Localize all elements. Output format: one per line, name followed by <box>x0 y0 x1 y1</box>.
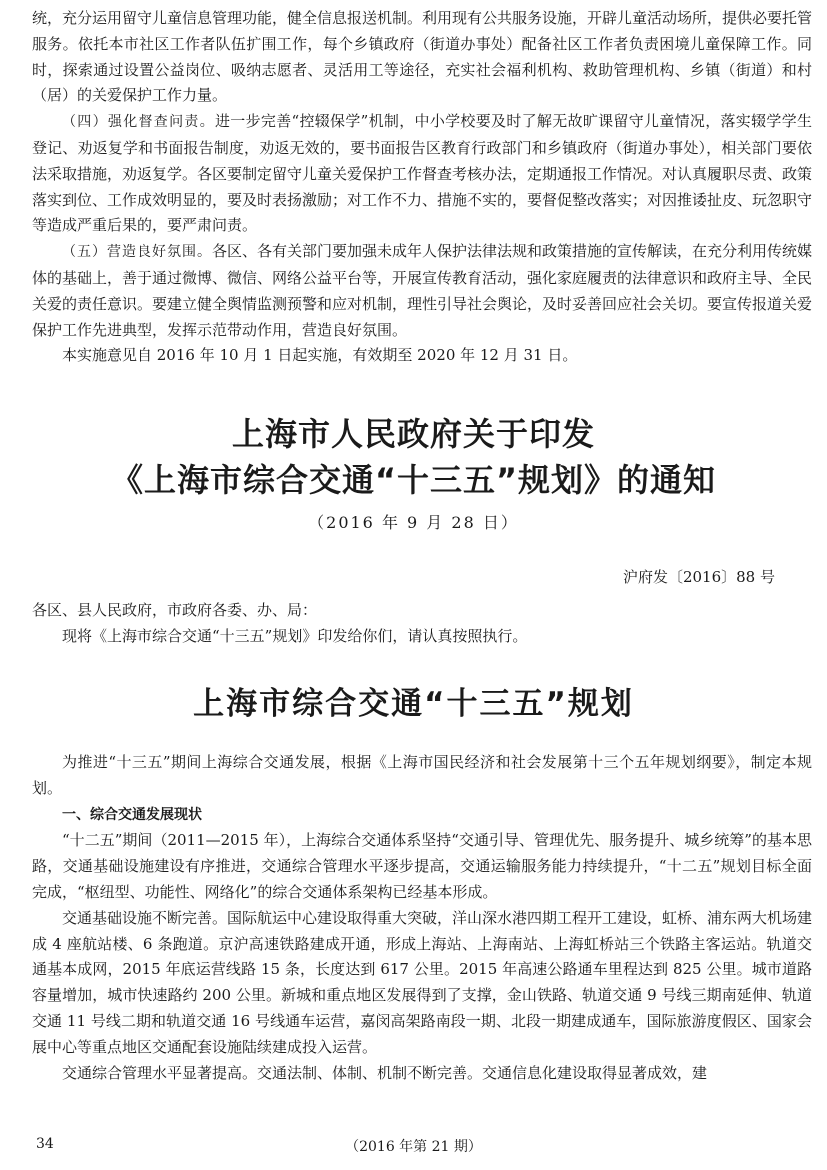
notice-text: 现将《上海市综合交通“十三五”规划》印发给你们，请认真按照执行。 <box>62 626 528 645</box>
section-heading <box>32 802 812 829</box>
subsection-heading: （五）营造良好氛围。 <box>62 244 212 261</box>
plan-title: 上海市综合交通“十三五”规划 <box>193 686 634 722</box>
paragraph-supervision <box>32 109 812 239</box>
plan-intro: 为推进“十三五”期间上海综合交通发展，根据《上海市国民经济和社会发展第十三个五年规划纲要》，制定本规划。 <box>32 753 812 797</box>
notice-title-line2: 《上海市综合交通“十三五”规划》的通知 <box>110 461 717 499</box>
paragraph-text: 进一步完善“控辍保学”机制，中小学校要及时了解无故旷课留守儿童情况，落实辍学学生登记、劝返复学和书面报告制度，劝返无效的，要书面报告区教育行政部门和乡镇政府（街道办事处），相关部门要依法采取措施，劝返复学。各区要制定留守儿童关爱保护工作督查考核办法，定期通报工作情况。对认真履职尽责、政策落实到位、工作成效明显的，要及时表扬激励；对工作不力、措施不实的，要督促整改落实；对因推诿扯皮、玩忽职守等造成严重后果的，要严肃问责。 <box>32 112 813 235</box>
previous-section-text <box>32 6 812 369</box>
paragraph: 交通基础设施不断完善。国际航运中心建设取得重大突破，洋山深水港四期工程开工建设，虹桥、浦东两大机场建成 4 座航站楼、6 条跑道。京沪高速铁路建成开通，形成上海站、上海南站、上海虹桥站三个铁路主客运站。轨道交通基本成网，2015 年底运营线路 15 条，长度达到 617 公里。2015 年高速公路通车里程达到 825 公里。城市道路容量增加，城市快速路约 200 公里。新城和重点地区发展得到了支撑，金山铁路、轨道交通 9 号线三期南延伸、轨道交通 11 号线二期和轨道交通 16 号线通车运营，嘉闵高架路南段一期、北段一期建成通车，国际旅游度假区、国家会展中心等重点地区交通配套设施陆续建成投入运营。 <box>32 908 813 1056</box>
subsection-heading: （四）强化督查问责。 <box>62 114 215 131</box>
page-number: 34 <box>36 1136 54 1152</box>
paragraph-text: 各区、各有关部门要加强未成年人保护法律法规和政策措施的宣传解读，在充分利用传统媒体的基础上，善于通过微博、微信、网络公益平台等，开展宣传教育活动，强化家庭履责的法律意识和政府主导、全民关爱的责任意识。要建立健全舆情监测预警和应对机制，理性引导社会舆论，及时妥善回应社会关切。要宣传报道关爱保护工作先进典型，发挥示范带动作用，营造良好氛围。 <box>32 242 813 339</box>
plan-body <box>32 750 812 1086</box>
addressee: 各区、县人民政府，市政府各委、办、局： <box>32 601 318 619</box>
paragraph: 统，充分运用留守儿童信息管理功能，健全信息报送机制。利用现有公共服务设施，开辟儿童活动场所，提供必要托管服务。依托本市社区工作者队伍扩围工作，每个乡镇政府（街道办事处）配备社区工作者负责困境儿童保障工作。同时，探索通过设置公益岗位、吸纳志愿者、灵活用工等途径，充实社会福利机构、救助管理机构、乡镇（街道）和村（居）的关爱保护工作力量。 <box>32 9 813 105</box>
paragraph-atmosphere <box>32 239 812 343</box>
paragraph: 交通综合管理水平显著提高。交通法制、体制、机制不断完善。交通信息化建设取得显著成效，建 <box>62 1063 708 1082</box>
notice-date: （2016 年 9 月 28 日） <box>308 513 519 532</box>
section-heading-text: 一、综合交通发展现状 <box>62 806 202 823</box>
notice-body <box>32 598 812 650</box>
issue-label: （2016 年第 21 期） <box>345 1139 482 1155</box>
notice-title-line1: 上海市人民政府关于印发 <box>231 415 595 453</box>
document-number: 沪府发〔2016〕88 号 <box>622 568 775 586</box>
paragraph-effective-date: 本实施意见自 2016 年 10 月 1 日起实施，有效期至 2020 年 12 月 31 日。 <box>62 346 578 365</box>
paragraph: “十二五”期间（2011—2015 年），上海综合交通体系坚持“交通引导、管理优先、服务提升、城乡统筹”的基本思路，交通基础设施建设有序推进，交通综合管理水平逐步提高，交通运输服务能力持续提升，“十二五”规划目标全面完成，“枢纽型、功能性、网络化”的综合交通体系架构已经基本形成。 <box>32 831 812 901</box>
